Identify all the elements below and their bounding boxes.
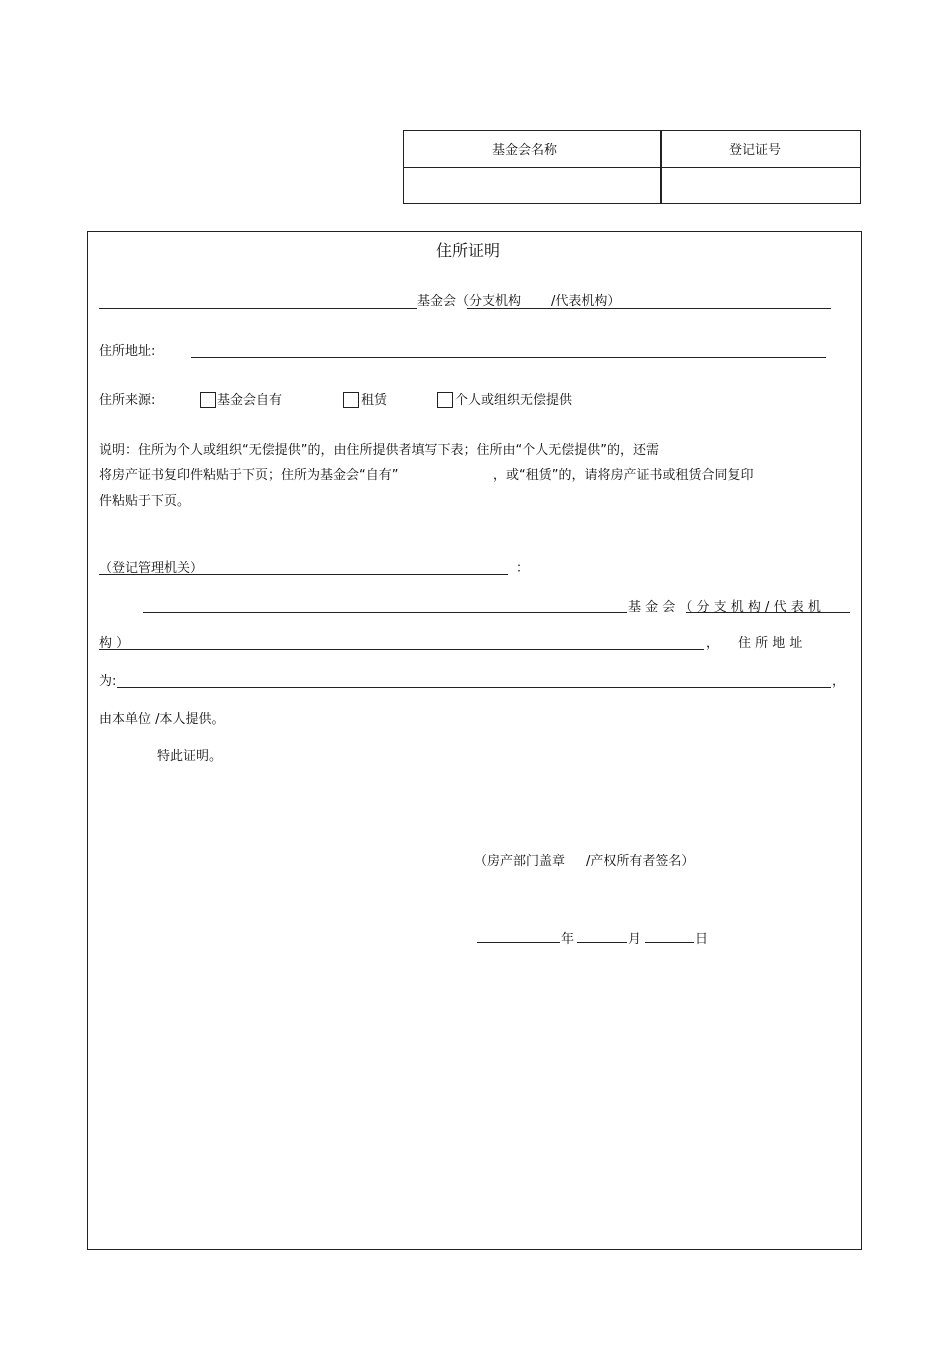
body-line-2-blank[interactable] — [99, 649, 704, 650]
body-line-1-suffix: 基 金 会 （ 分 支 机 构 / 代 表 机 — [628, 600, 821, 615]
body-line-2-prefix: 构 ） — [99, 636, 130, 651]
foundation-name-blank[interactable] — [99, 308, 417, 309]
checkbox-lease[interactable] — [343, 392, 359, 408]
option-lease: 租赁 — [361, 393, 388, 408]
provided-by-text: 由本单位 /本人提供。 — [99, 712, 225, 727]
body-line-3-prefix: 为: — [99, 674, 117, 689]
body-line-3-comma: ， — [832, 674, 846, 689]
body-address-blank[interactable] — [117, 687, 831, 688]
foundation-name-cell[interactable] — [406, 169, 658, 201]
year-blank[interactable] — [477, 942, 560, 943]
registration-number-header: 登记证号 — [729, 143, 782, 158]
body-line-2-comma: ， — [706, 636, 720, 651]
authority-colon: ： — [516, 561, 530, 576]
month-label: 月 — [628, 932, 642, 947]
checkbox-free-provided[interactable] — [437, 392, 453, 408]
info-table — [403, 130, 861, 204]
body-line-2-suffix: 住 所 地 址 — [738, 636, 803, 651]
body-line-1-underline — [686, 612, 850, 613]
address-label: 住所地址: — [99, 344, 156, 359]
form-title: 住所证明 — [436, 241, 501, 260]
option-self-owned: 基金会自有 — [217, 393, 283, 408]
day-blank[interactable] — [645, 942, 694, 943]
branch-underline — [467, 308, 831, 309]
option-free-provided: 个人或组织无偿提供 — [455, 393, 573, 408]
source-label: 住所来源: — [99, 393, 156, 408]
checkbox-self-owned[interactable] — [200, 392, 216, 408]
authority-blank[interactable] — [99, 574, 508, 575]
note-line-2a: 将房产证书复印件粘贴于下页；住所为基金会“自有” — [99, 468, 399, 483]
seal-label-b: /产权所有者签名） — [586, 854, 695, 869]
note-line-1: 说明：住所为个人或组织“无偿提供”的，由住所提供者填写下表；住所由“个人无偿提供”的，还需 — [99, 443, 659, 458]
foundation-branch-label-b: /代表机构） — [551, 294, 621, 309]
certify-text: 特此证明。 — [157, 749, 223, 764]
authority-label: （登记管理机关） — [99, 561, 204, 576]
month-blank[interactable] — [577, 942, 627, 943]
registration-number-cell[interactable] — [663, 169, 859, 201]
foundation-name-header: 基金会名称 — [492, 143, 558, 158]
note-line-2b: ，或“租赁”的，请将房产证书或租赁合同复印 — [493, 468, 754, 483]
year-label: 年 — [561, 932, 575, 947]
address-blank[interactable] — [191, 357, 826, 358]
body-foundation-blank[interactable] — [143, 612, 627, 613]
seal-label-a: （房产部门盖章 — [474, 854, 566, 869]
table-divider — [404, 167, 860, 168]
day-label: 日 — [695, 932, 709, 947]
note-line-3: 件粘贴于下页。 — [99, 494, 191, 509]
foundation-branch-label: 基金会（分支机构 — [417, 294, 522, 309]
residence-certificate-form — [87, 231, 862, 1250]
